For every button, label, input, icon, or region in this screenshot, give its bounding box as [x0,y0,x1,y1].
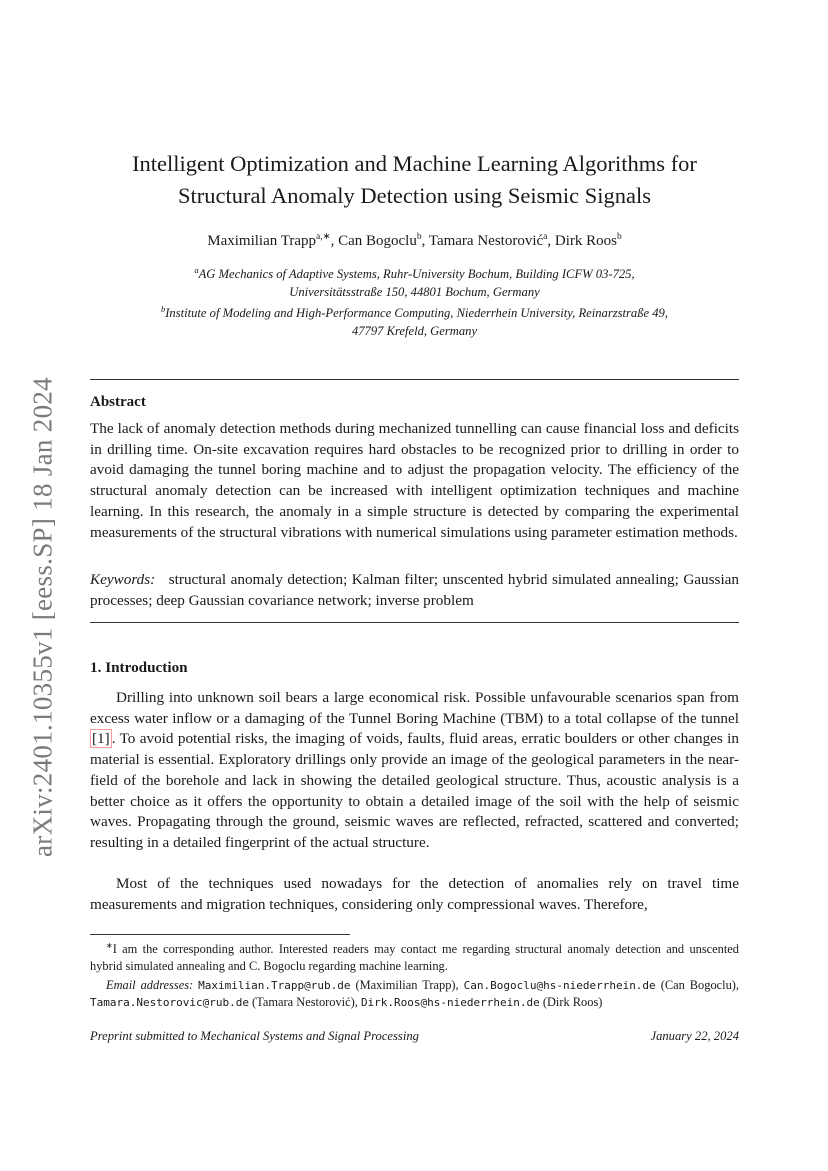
email-link[interactable]: Can.Bogoclu@hs-niederrhein.de [463,978,656,992]
corresponding-author-note: ∗I am the corresponding author. Interested readers may contact me regarding structural anomaly detection and unscented hybrid simulated annealing and C. Bogoclu regarding machine learning. [90,941,739,973]
title-line-2: Structural Anomaly Detection using Seismic Signals [177,183,652,208]
footnotes [90,938,739,1012]
keywords-text: structural anomaly detection; Kalman filter; unscented hybrid simulated annealing; Gaussian processes; deep Gaussian covariance network; inverse problem [90,571,739,609]
abstract-bottom-rule [90,622,739,623]
author-affiliation-mark: b [616,232,622,242]
affiliation-a-line-1: $^a$AG Mechanics of Adaptive Systems, Ruhr-University Bochum, Building ICFW 03-725, [194,265,635,282]
intro-paragraph-1: Drilling into unknown soil bears a large economical risk. Possible unfavourable scenarios span from excess water inflow or a damaging of the Tunnel Boring Machine (TBM) to a total collapse of the tunnel [1] . To avoid potential risks, the imaging of voids, faults, fluid areas, erratic boulders or other changes in material is essential. Exploratory drillings only provide an image of the geological parameters in the near-field of the borehole and lack in showing the detailed geological structure. Thus, acoustic analysis is a better choice as it offers the opportunity to obtain a detailed image of the soil with the help of seismic waves. Propagating through the ground, seismic waves are reflected, refracted, scattered and converted; resulting in a detailed fingerprint of the actual structure. [90,689,739,851]
arxiv-identifier [22,364,64,869]
affiliation-a-line-2: Universitätsstraße 150, 44801 Bochum, Germany [289,284,540,299]
keywords [90,570,739,611]
affiliation-b-line-1: $^b$Institute of Modeling and High-Performance Computing, Niederrhein University, Reinarzstraße 49, [160,304,669,321]
abstract-text: The lack of anomaly detection methods during mechanized tunnelling can cause financial loss and deficits in drilling time. On-site excavation requires hard obstacles to be recognized prior to drilling in order to avoid damaging the tunnel boring machine and to adjust the propagation velocity. The efficiency of the structural anomaly detection can be increased with intelligent optimization techniques and machine learning. In this research, the anomaly in a simple structure is detected by comparing the experimental measurements of the structural vibrations with numerical simulations using parameter estimation methods. [90,420,739,541]
affiliations [90,262,739,340]
journal-note: Preprint submitted to Mechanical Systems and Signal Processing [90,1029,419,1043]
author-list: Maximilian Trapp$^{a,∗}$, Can Bogoclu$^b$, Tamara Nestorović$^a$, Dirk Roos$^b$ [207,232,622,249]
intro-paragraph-2: Most of the techniques used nowadays for the detection of anomalies rely on travel time measurements and migration techniques, considering only compressional waves. Therefore, [90,875,739,913]
citation-link[interactable]: [1] [92,730,110,748]
abstract-top-rule [90,379,739,380]
keywords-label: Keywords: [90,571,156,588]
author-name: Maximilian Trapp [207,233,317,249]
paper-title [90,148,739,212]
footnote-rule [90,934,350,935]
email-link[interactable]: Tamara.Nestorovic@rub.de [90,996,249,1010]
email-addresses: Email addresses: Maximilian.Trapp@rub.de (Maximilian Trapp), Can.Bogoclu@hs-niederrhein.de (Can Bogoclu), Tamara.Nestorovic@rub.de (Tamara Nestorović), Dirk.Roos@hs-niederrhein.de (Dirk Roos) [90,977,740,1010]
title-line-1: Intelligent Optimization and Machine Learning Algorithms for [132,151,697,176]
affiliation-b-line-2: 47797 Krefeld, Germany [351,323,478,338]
author-affiliation-mark: b [416,232,422,242]
author-name: Dirk Roos [554,233,617,249]
email-link[interactable]: Maximilian.Trapp@rub.de [198,978,351,992]
author-name: Tamara Nestorović [428,233,544,249]
page-footer [90,1029,739,1044]
arxiv-identifier-text: arXiv:2401.10355v1 [eess.SP] 18 Jan 2024 [27,376,58,857]
author-affiliation-mark: a,∗ [316,232,331,242]
abstract-heading: Abstract [90,394,146,410]
footer-date: January 22, 2024 [650,1029,739,1043]
email-link[interactable]: Dirk.Roos@hs-niederrhein.de [360,996,540,1010]
section-heading-introduction: 1. Introduction [90,659,188,676]
author-name: Can Bogoclu [338,233,417,249]
email-label: Email addresses: [106,977,194,992]
author-affiliation-mark: a [543,232,548,242]
